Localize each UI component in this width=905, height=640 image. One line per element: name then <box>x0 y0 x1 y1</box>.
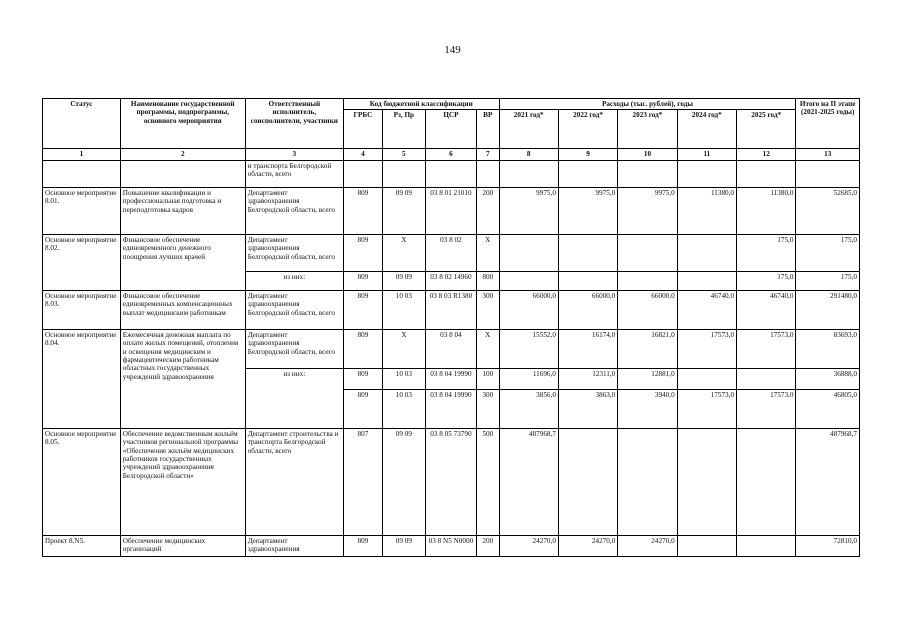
csr-cell: 03 8 02 14960 <box>425 271 476 290</box>
value-2024 <box>677 271 736 290</box>
table-row <box>43 428 860 535</box>
value-2022: 24270,0 <box>558 535 617 556</box>
value-2021: 24270,0 <box>499 535 558 556</box>
status-cell: Основное мероприятие 8.02. <box>43 234 121 290</box>
responsible-cell: Департамент здравоохранения Белгородской области, всего <box>245 329 343 368</box>
responsible-cell: Департамент здравоохранения Белгородской области, всего <box>245 234 343 271</box>
rzpr-cell: 10 03 <box>382 389 425 428</box>
value-2023: 16821,0 <box>618 329 677 368</box>
value-2023 <box>618 271 677 290</box>
column-number: 10 <box>618 149 677 160</box>
table-row <box>43 160 860 187</box>
value-2024: 17573,0 <box>677 389 736 428</box>
column-number: 4 <box>343 149 382 160</box>
value-2023: 24270,0 <box>618 535 677 556</box>
value-2024 <box>677 234 736 271</box>
grbs-cell: 807 <box>343 428 382 535</box>
value-2022: 66000,0 <box>558 290 617 329</box>
responsible-cell: и транспорта Белгородской области, всего <box>245 160 343 187</box>
rzpr-cell: Х <box>382 234 425 271</box>
vr-cell: 200 <box>477 535 500 556</box>
name-cell: Обеспечение медицинских организаций <box>120 535 245 556</box>
value-2023: 66000,0 <box>618 290 677 329</box>
status-cell: Основное мероприятие 8.05. <box>43 428 121 535</box>
column-number: 11 <box>677 149 736 160</box>
name-cell <box>120 160 245 187</box>
grbs-cell: 809 <box>343 329 382 368</box>
value-2024 <box>677 535 736 556</box>
value-total: 291480,0 <box>796 290 860 329</box>
value-2024 <box>677 368 736 389</box>
grbs-cell: 809 <box>343 187 382 234</box>
header-responsible: Ответственный исполнитель, соисполнители, участники <box>245 99 343 149</box>
value-2025: 175,0 <box>737 271 796 290</box>
column-number: 5 <box>382 149 425 160</box>
value-2024: 46740,0 <box>677 290 736 329</box>
value-2022 <box>558 428 617 535</box>
value-2025 <box>737 428 796 535</box>
value-2023: 12881,0 <box>618 368 677 389</box>
budget-table <box>42 98 860 557</box>
rzpr-cell: 10 03 <box>382 368 425 389</box>
grbs-cell: 809 <box>343 535 382 556</box>
column-number: 7 <box>477 149 500 160</box>
value-total: 72810,0 <box>796 535 860 556</box>
value-2025 <box>737 368 796 389</box>
column-number: 2 <box>120 149 245 160</box>
status-cell: Основное мероприятие 8.01. <box>43 187 121 234</box>
responsible-cell: из них: <box>245 271 343 290</box>
value-total: 46805,0 <box>796 389 860 428</box>
value-2023: 9975,0 <box>618 187 677 234</box>
csr-cell: 03 8 04 19990 <box>425 389 476 428</box>
status-cell <box>43 160 121 187</box>
status-cell: Основное мероприятие 8.04. <box>43 329 121 428</box>
vr-cell: 200 <box>477 187 500 234</box>
header-rzpr: Рз, Пр <box>382 110 425 149</box>
value-2025: 17573,0 <box>737 329 796 368</box>
responsible-cell: из них: <box>245 368 343 428</box>
column-number: 12 <box>737 149 796 160</box>
value-total: 52685,0 <box>796 187 860 234</box>
value-2025: 46740,0 <box>737 290 796 329</box>
value-2023 <box>618 234 677 271</box>
name-cell: Повышение квалификации и профессиональная подготовка и переподготовка кадров <box>120 187 245 234</box>
csr-cell: 03 8 02 <box>425 234 476 271</box>
column-number: 9 <box>558 149 617 160</box>
value-2022: 9975,0 <box>558 187 617 234</box>
csr-cell: 03 8 04 19990 <box>425 368 476 389</box>
column-number: 13 <box>796 149 860 160</box>
name-cell: Ежемесячная денежная выплата по оплате жилых помещений, отопления и освещения медицинским и фармацевтическим работникам областных государственных учреждений здравоохранения <box>120 329 245 428</box>
table-row <box>43 187 860 234</box>
csr-cell: 03 8 N5 N0000 <box>425 535 476 556</box>
responsible-cell: Департамент здравоохранения Белгородской области, всего <box>245 187 343 234</box>
value-2021: 66000,0 <box>499 290 558 329</box>
column-number: 1 <box>43 149 121 160</box>
rzpr-cell: 09 09 <box>382 271 425 290</box>
value-2022: 3863,0 <box>558 389 617 428</box>
header-total: Итого на II этапе (2021-2025 годы) <box>796 99 860 149</box>
csr-cell: 03 8 03 R1380 <box>425 290 476 329</box>
value-total: 83693,0 <box>796 329 860 368</box>
header-expenses: Расходы (тыс. рублей), годы <box>499 99 796 110</box>
value-2021 <box>499 234 558 271</box>
vr-cell: 300 <box>477 290 500 329</box>
csr-cell: 03 8 01 21010 <box>425 187 476 234</box>
grbs-cell: 809 <box>343 290 382 329</box>
value-2021: 11696,0 <box>499 368 558 389</box>
vr-cell: 500 <box>477 428 500 535</box>
value-total: 36888,0 <box>796 368 860 389</box>
responsible-cell: Департамент здравоохранения <box>245 535 343 556</box>
column-number: 8 <box>499 149 558 160</box>
header-2024: 2024 год* <box>677 110 736 149</box>
status-cell: Проект 8.N5. <box>43 535 121 556</box>
page-number: 149 <box>444 44 461 56</box>
table-row <box>43 290 860 329</box>
status-cell: Основное мероприятие 8.03. <box>43 290 121 329</box>
table-row <box>43 234 860 271</box>
value-total: 175,0 <box>796 271 860 290</box>
value-2021: 487968,7 <box>499 428 558 535</box>
grbs-cell: 809 <box>343 368 382 389</box>
header-status: Статус <box>43 99 121 149</box>
rzpr-cell: 09 09 <box>382 535 425 556</box>
responsible-cell: Департамент строительства и транспорта Белгородской области, всего <box>245 428 343 535</box>
rzpr-cell: 09 09 <box>382 187 425 234</box>
rzpr-cell: 10 03 <box>382 290 425 329</box>
header-2023: 2023 год* <box>618 110 677 149</box>
value-2025: 175,0 <box>737 234 796 271</box>
vr-cell: 800 <box>477 271 500 290</box>
table-row <box>43 535 860 556</box>
value-2025: 11380,0 <box>737 187 796 234</box>
value-2022: 16174,0 <box>558 329 617 368</box>
grbs-cell: 809 <box>343 389 382 428</box>
header-row <box>43 99 860 110</box>
table-row <box>43 329 860 368</box>
value-2024 <box>677 428 736 535</box>
column-number: 3 <box>245 149 343 160</box>
grbs-cell: 809 <box>343 234 382 271</box>
header-csr: ЦСР <box>425 110 476 149</box>
value-total: 175,0 <box>796 234 860 271</box>
vr-cell: Х <box>477 329 500 368</box>
vr-cell: 100 <box>477 368 500 389</box>
csr-cell: 03 8 04 <box>425 329 476 368</box>
vr-cell: 300 <box>477 389 500 428</box>
value-2021: 9975,0 <box>499 187 558 234</box>
grbs-cell: 809 <box>343 271 382 290</box>
value-total: 487968,7 <box>796 428 860 535</box>
header-grbs: ГРБС <box>343 110 382 149</box>
header-budget-code: Код бюджетной классификации <box>343 99 499 110</box>
value-2024: 17573,0 <box>677 329 736 368</box>
value-2022 <box>558 271 617 290</box>
rzpr-cell: 09 09 <box>382 428 425 535</box>
value-2021 <box>499 271 558 290</box>
header-name: Наименование государственной программы, подпрограммы, основного мероприятия <box>120 99 245 149</box>
value-2025: 17573,0 <box>737 389 796 428</box>
column-number-row <box>43 149 860 160</box>
column-number: 6 <box>425 149 476 160</box>
header-2022: 2022 год* <box>558 110 617 149</box>
name-cell: Финансовое обеспечение единовременных компенсационных выплат медицинским работникам <box>120 290 245 329</box>
value-2025 <box>737 535 796 556</box>
value-2024: 11380,0 <box>677 187 736 234</box>
name-cell: Финансовое обеспечение единовременного денежного поощрения лучших врачей <box>120 234 245 290</box>
header-vr: ВР <box>477 110 500 149</box>
csr-cell: 03 8 05 73790 <box>425 428 476 535</box>
vr-cell: Х <box>477 234 500 271</box>
value-2021: 3856,0 <box>499 389 558 428</box>
value-2023 <box>618 428 677 535</box>
name-cell: Обеспечение ведомственным жильём участников региональной программы «Обеспечение жильём медицинских работников государственных учреждений здравоохранения Белгородской области» <box>120 428 245 535</box>
value-2022 <box>558 234 617 271</box>
responsible-cell: Департамент здравоохранения Белгородской области, всего <box>245 290 343 329</box>
value-2022: 12311,0 <box>558 368 617 389</box>
value-2023: 3940,0 <box>618 389 677 428</box>
header-2025: 2025 год* <box>737 110 796 149</box>
rzpr-cell: Х <box>382 329 425 368</box>
header-2021: 2021 год* <box>499 110 558 149</box>
value-2021: 15552,0 <box>499 329 558 368</box>
